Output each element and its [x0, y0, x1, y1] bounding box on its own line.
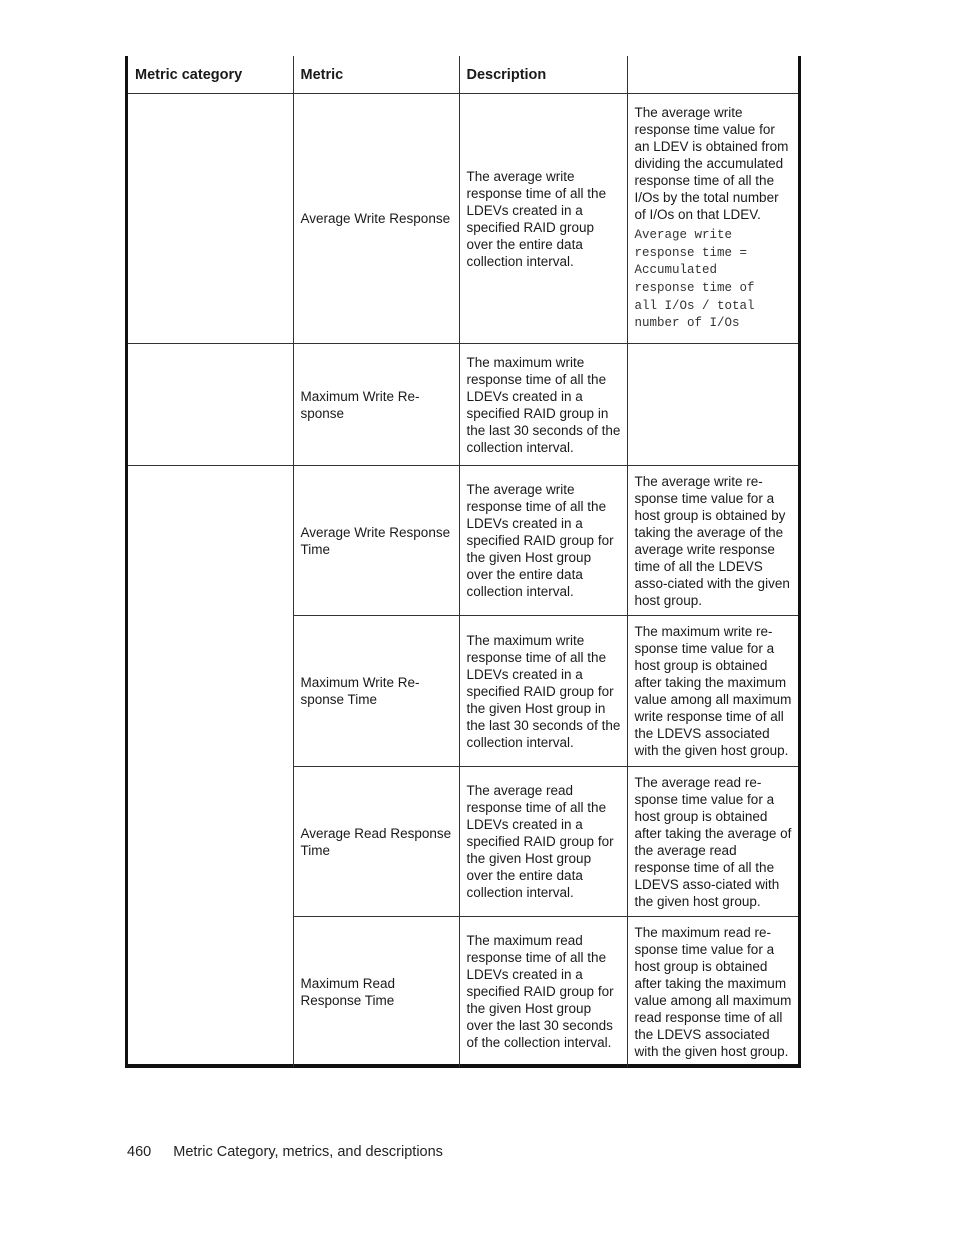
- row-description: The maximum write response time of all the LDEVs created in a specified RAID group in the last 30 seconds of the collection interval.: [459, 344, 627, 466]
- row-description: The maximum write response time of all the LDEVs created in a specified RAID group for the given Host group in the last 30 seconds of the collection interval.: [459, 616, 627, 767]
- row-category: [128, 616, 293, 767]
- table-row: [128, 616, 798, 767]
- table-row: [128, 767, 798, 917]
- row-notes: The average read re-sponse time value for a host group is obtained after taking the average of the average read response time of all the LDEVS asso-ciated with the given host group.: [627, 767, 798, 917]
- row-notes-cell: [627, 94, 798, 344]
- header-notes: [627, 56, 798, 94]
- header-description: Description: [459, 56, 627, 94]
- row-description: The average read response time of all the LDEVs created in a specified RAID group for the given Host group over the entire data collection interval.: [459, 767, 627, 917]
- header-metric: Metric: [293, 56, 459, 94]
- row-metric: Average Read Response Time: [293, 767, 459, 917]
- row-notes: The maximum write re-sponse time value for a host group is obtained after taking the maximum value among all maximum write response time of all the LDEVS associated with the given host group.: [627, 616, 798, 767]
- row-category: [128, 767, 293, 917]
- row-metric: Maximum Write Re-sponse: [293, 344, 459, 466]
- row-category: [128, 344, 293, 466]
- row-metric: Average Write Response Time: [293, 466, 459, 616]
- table-header-row: [128, 56, 798, 94]
- row-category: [128, 94, 293, 344]
- row-notes: The maximum read re-sponse time value for a host group is obtained after taking the maximum value among all maximum read response time of all the LDEVS associated with the given host group.: [627, 917, 798, 1067]
- row-notes: [627, 344, 798, 466]
- page-number: 460: [127, 1144, 152, 1160]
- row-formula: Average write response time = Accumulated response time of all I/Os / total number of I/Os: [634, 227, 755, 331]
- table-row: [128, 917, 798, 1067]
- page-footer: [127, 1144, 443, 1160]
- header-metric-category: Metric category: [128, 56, 293, 94]
- row-description: The average write response time of all the LDEVs created in a specified RAID group for the given Host group over the entire data collection interval.: [459, 466, 627, 616]
- table-row: [128, 94, 798, 344]
- footer-section-title: Metric Category, metrics, and descriptions: [173, 1144, 443, 1160]
- table-row: [128, 344, 798, 466]
- row-metric: Average Write Response: [293, 94, 459, 344]
- row-metric: Maximum Write Re-sponse Time: [293, 616, 459, 767]
- row-category: [128, 917, 293, 1067]
- table-row: [128, 466, 798, 616]
- row-metric: Maximum Read Response Time: [293, 917, 459, 1067]
- row-notes: The average write response time value for an LDEV is obtained from dividing the accumulated response time of all the I/Os by the total number of I/Os on that LDEV.: [634, 104, 789, 222]
- row-description: The maximum read response time of all the LDEVs created in a specified RAID group for the given Host group over the last 30 seconds of the collection interval.: [459, 917, 627, 1067]
- row-description: The average write response time of all the LDEVs created in a specified RAID group over the entire data collection interval.: [459, 94, 627, 344]
- metrics-table-frame: [125, 56, 801, 1068]
- row-notes: The average write re-sponse time value for a host group is obtained by taking the average of the average write response time of all the LDEVS asso-ciated with the given host group.: [627, 466, 798, 616]
- row-category: [128, 466, 293, 616]
- metrics-table: [128, 56, 798, 1067]
